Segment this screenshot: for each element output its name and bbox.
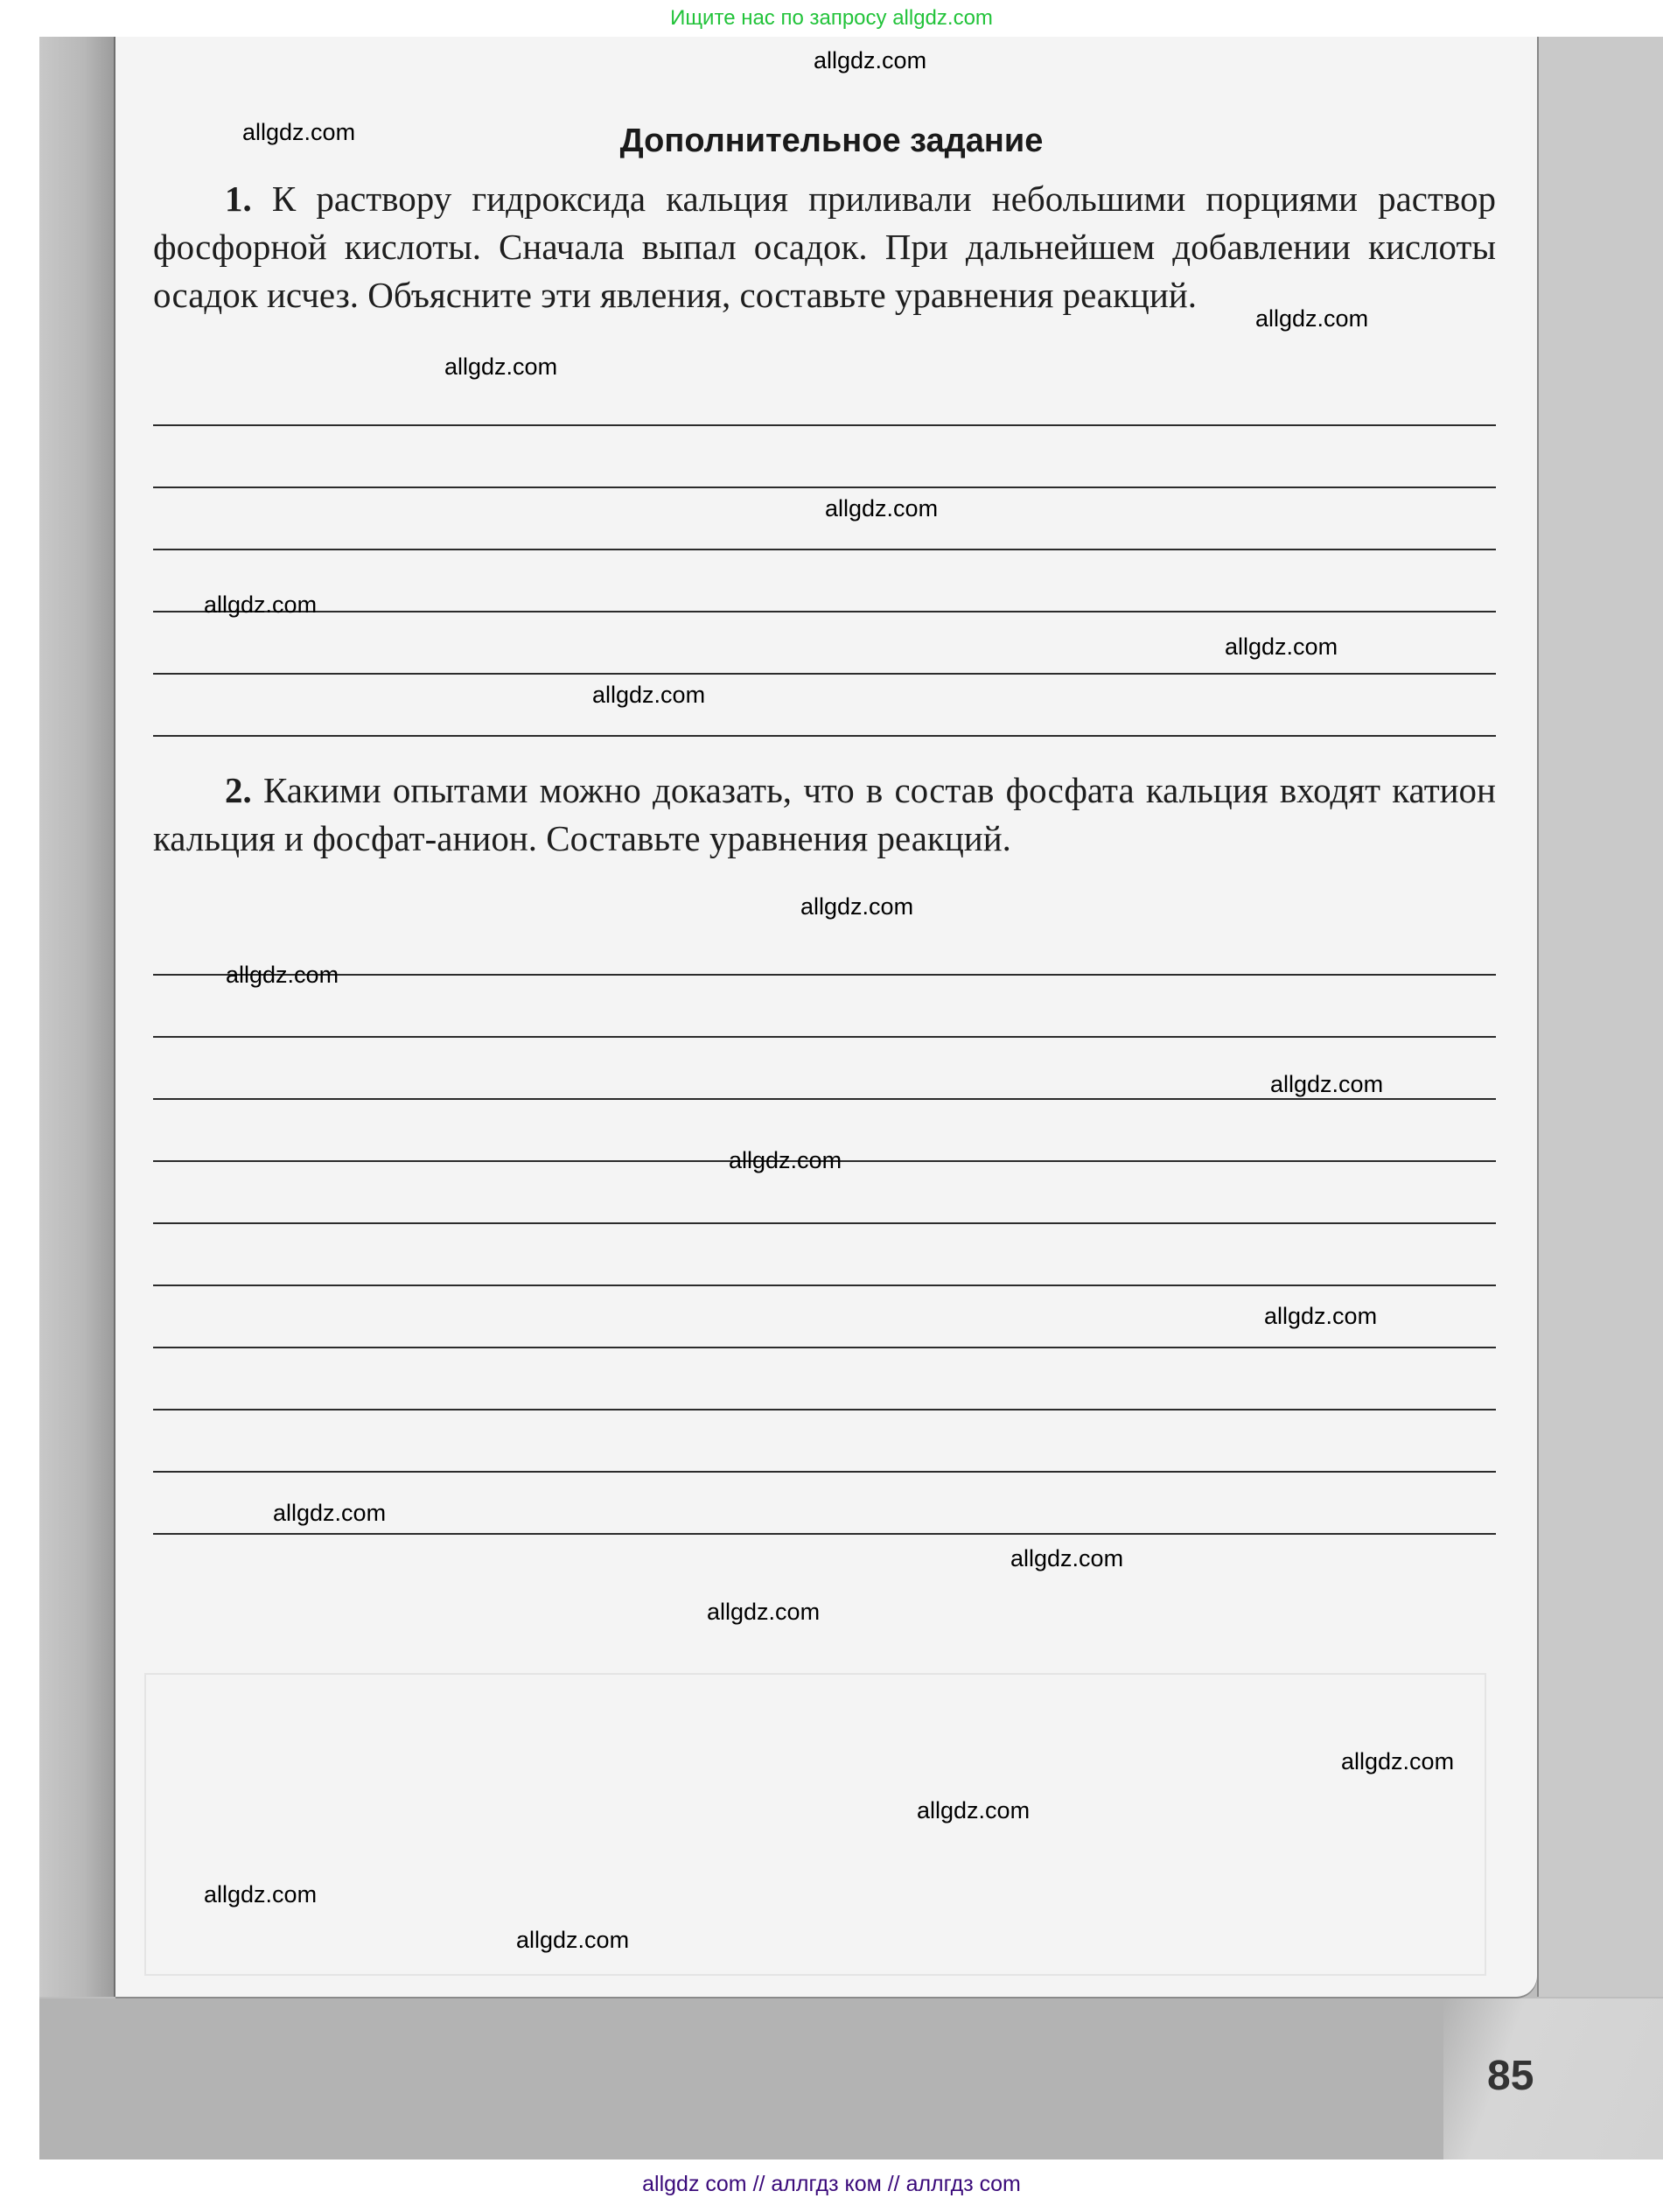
- watermark: allgdz.com: [242, 119, 356, 145]
- watermark: allgdz.com: [917, 1797, 1031, 1824]
- adjacent-page-edge: [1537, 37, 1663, 1997]
- answer-line[interactable]: [153, 486, 1496, 488]
- watermark: allgdz.com: [1010, 1545, 1124, 1572]
- answer-line[interactable]: [153, 1284, 1496, 1286]
- answer-line[interactable]: [153, 549, 1496, 550]
- task-2-text: Какими опытами можно доказать, что в состав фосфата кальция входят катион кальция и фосфат-анион. Составьте уравнения реакций.: [153, 770, 1496, 858]
- watermark: allgdz.com: [729, 1147, 842, 1173]
- watermark: allgdz.com: [204, 1881, 318, 1908]
- answer-line[interactable]: [153, 424, 1496, 426]
- task-2-number: 2.: [225, 770, 252, 810]
- answer-line[interactable]: [153, 974, 1496, 976]
- scan-background-light: [1443, 1998, 1663, 2160]
- answer-line[interactable]: [153, 1471, 1496, 1473]
- answer-line[interactable]: [153, 1533, 1496, 1535]
- answer-line[interactable]: [153, 1347, 1496, 1348]
- answer-line[interactable]: [153, 735, 1496, 737]
- watermark: allgdz.com: [1270, 1071, 1384, 1097]
- watermark: allgdz.com: [1255, 305, 1369, 332]
- task-1-text: К раствору гидроксида кальция приливали небольшими порциями раствор фосфорной кислоты. Сначала выпал осадок. При дальнейшем добавлении кислоты осадок исчез. Объясните эти явления, составьте уравнения реакций.: [153, 178, 1496, 315]
- footer-banner: allgdz com // аллгдз ком // аллгдз com: [0, 2160, 1663, 2212]
- page-number: 85: [1487, 2053, 1534, 2099]
- answer-line[interactable]: [153, 611, 1496, 612]
- watermark: allgdz.com: [516, 1927, 630, 1953]
- answer-line[interactable]: [153, 1036, 1496, 1038]
- task-2: [153, 766, 1496, 863]
- section-heading: Дополнительное задание: [619, 122, 1044, 159]
- answer-line[interactable]: [153, 673, 1496, 675]
- watermark: allgdz.com: [800, 893, 914, 920]
- book-binding: [39, 37, 115, 1997]
- answer-line[interactable]: [153, 1409, 1496, 1410]
- watermark: allgdz.com: [1225, 634, 1338, 660]
- watermark: allgdz.com: [1264, 1303, 1378, 1329]
- watermark: allgdz.com: [226, 962, 339, 988]
- answer-line[interactable]: [153, 1222, 1496, 1224]
- top-banner: Ищите нас по запросу allgdz.com: [0, 0, 1663, 37]
- task-1: [153, 175, 1496, 319]
- watermark: allgdz.com: [204, 592, 318, 618]
- scan-background: [39, 1998, 1663, 2160]
- task-1-number: 1.: [225, 178, 252, 219]
- watermark: allgdz.com: [707, 1599, 821, 1625]
- bleed-through-table: [144, 1673, 1486, 1976]
- answer-line[interactable]: [153, 1098, 1496, 1100]
- watermark: allgdz.com: [273, 1500, 387, 1526]
- watermark: allgdz.com: [814, 47, 927, 74]
- watermark: allgdz.com: [825, 495, 939, 522]
- watermark: allgdz.com: [592, 682, 706, 708]
- watermark: allgdz.com: [1341, 1748, 1455, 1774]
- scan-margin: [0, 37, 39, 2160]
- watermark: allgdz.com: [444, 354, 558, 380]
